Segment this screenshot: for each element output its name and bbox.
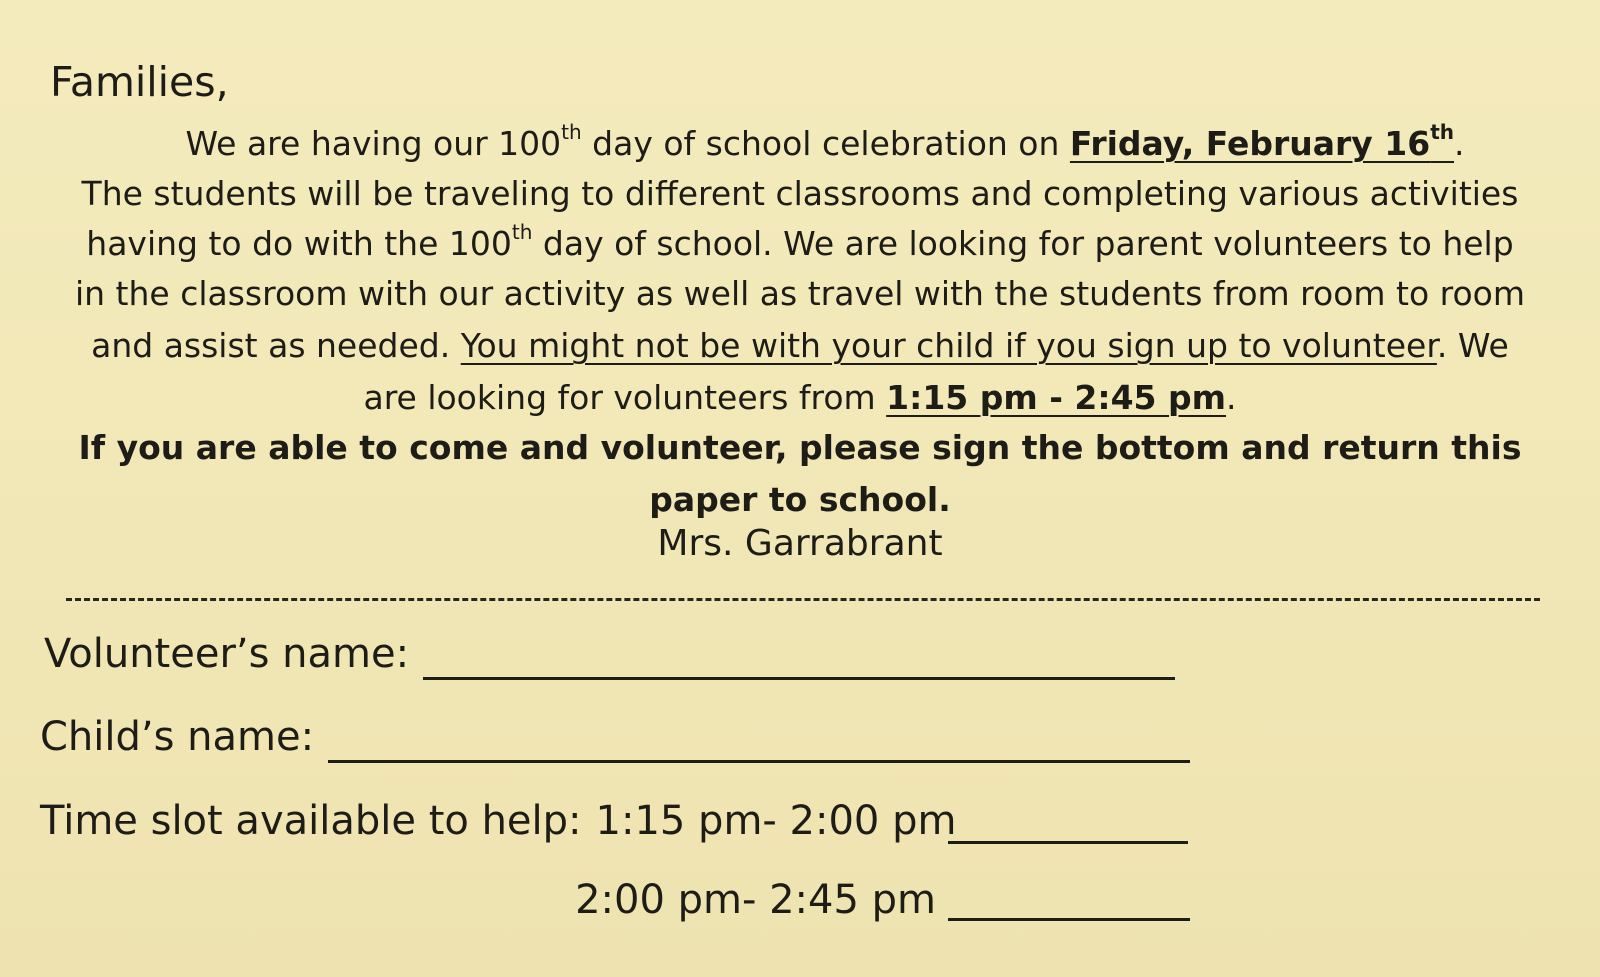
volunteer-warning: You might not be with your child if you sign up to volunteer (460, 326, 1437, 365)
cut-line-divider (66, 598, 1540, 601)
letter-text: having to do with the 100 (86, 224, 512, 263)
time-slot-option-2: 2:00 pm- 2:45 pm (575, 877, 936, 923)
volunteer-name-field (44, 628, 1175, 680)
letter-text: . (1454, 124, 1465, 163)
volunteer-name-blank[interactable] (423, 633, 1175, 680)
child-name-label: Child’s name: (40, 714, 315, 760)
letter-line-6 (0, 376, 1600, 420)
letter-text: are looking for volunteers from (363, 378, 887, 417)
time-slot-2-blank[interactable] (948, 918, 1190, 921)
letter-text: . We (1436, 326, 1509, 365)
letter-text: We are having our 100 (185, 124, 562, 163)
ordinal-suffix: th (511, 220, 533, 244)
ordinal-suffix: th (561, 120, 582, 144)
teacher-signature: Mrs. Garrabrant (657, 523, 943, 564)
volunteer-time-range: 1:15 pm - 2:45 pm (886, 378, 1227, 417)
instruction-line-2: paper to school. (649, 480, 951, 519)
volunteer-name-label: Volunteer’s name: (44, 631, 410, 677)
time-slot-option-1: 1:15 pm- 2:00 pm (595, 798, 957, 844)
letter-line-4: in the classroom with our activity as well as travel with the students from room to room (74, 274, 1526, 313)
time-slot-1-blank[interactable] (948, 841, 1188, 844)
child-name-field (40, 711, 1190, 763)
instruction-line-1: If you are able to come and volunteer, please sign the bottom and return this (78, 428, 1522, 467)
letter-line-1 (0, 122, 1600, 166)
greeting: Families, (50, 58, 229, 106)
ordinal-suffix: th (1430, 120, 1455, 144)
time-slot-field (40, 795, 956, 847)
letter-text: day of school. We are looking for parent volunteers to help (532, 224, 1514, 263)
child-name-blank[interactable] (328, 716, 1190, 763)
letter-text: . (1226, 378, 1237, 417)
celebration-date-text: Friday, February 16 (1069, 124, 1431, 163)
time-slot-label: Time slot available to help: (40, 798, 582, 844)
letter-text: day of school celebration on (581, 124, 1070, 163)
letter-line-5 (0, 324, 1600, 368)
letter-line-3 (0, 222, 1600, 266)
letter-line-2: The students will be traveling to different classrooms and completing various activities (81, 174, 1519, 213)
letter-text: and assist as needed. (91, 326, 461, 365)
celebration-date (1069, 120, 1455, 163)
